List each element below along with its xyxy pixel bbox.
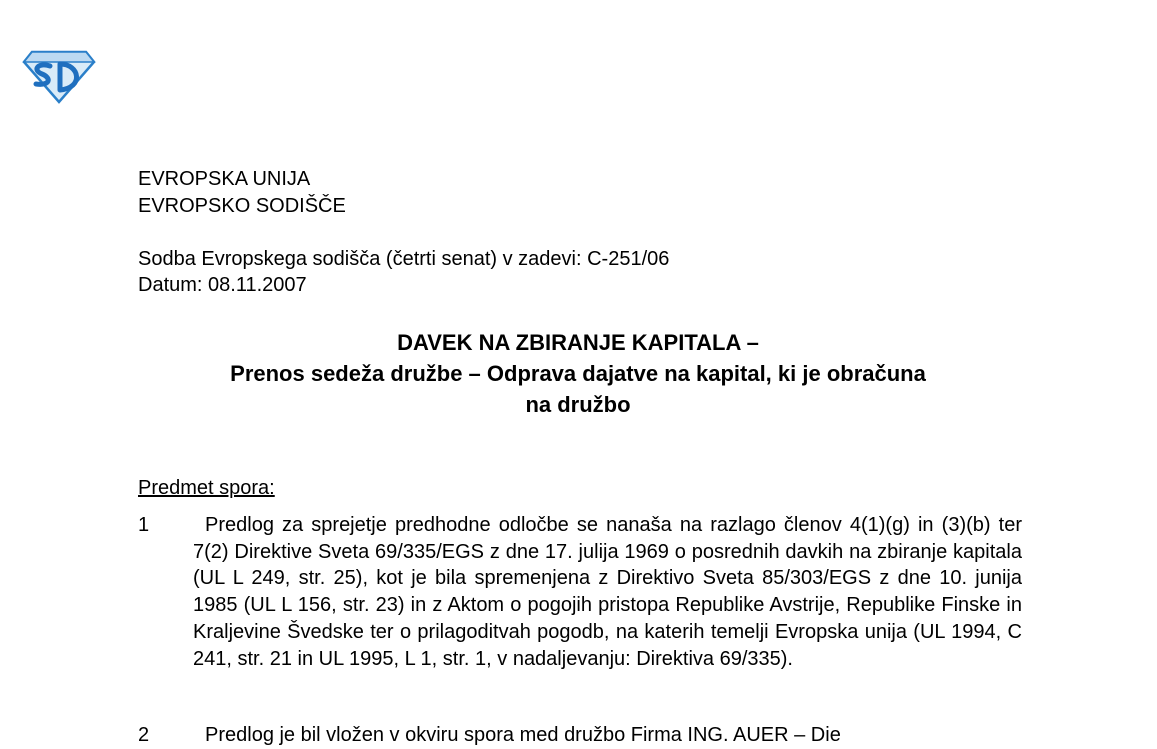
paragraph-number: 1 <box>138 514 150 536</box>
title-line-2: Prenos sedeža družbe – Odprava dajatve na kapital, ki je obračuna <box>230 361 926 386</box>
header-union: EVROPSKA UNIJA <box>138 168 311 190</box>
paragraph-number: 2 <box>138 724 150 746</box>
case-info <box>138 246 669 298</box>
case-reference: Sodba Evropskega sodišča (četrti senat) v zadevi: C-251/06 <box>138 248 670 270</box>
paragraph-text: Predlog je bil vložen v okviru spora med družbo Firma ING. AUER – Die <box>205 724 841 746</box>
paragraph <box>138 722 1022 749</box>
court-header <box>138 166 346 220</box>
case-date: Datum: 08.11.2007 <box>138 274 307 296</box>
document-title <box>138 327 1018 420</box>
paragraph <box>138 512 1022 672</box>
sd-logo-icon <box>22 48 96 104</box>
title-line-3: na družbo <box>525 392 631 417</box>
subject-heading: Predmet spora: <box>138 477 275 499</box>
title-line-1: DAVEK NA ZBIRANJE KAPITALA – <box>397 330 759 355</box>
header-court: EVROPSKO SODIŠČE <box>138 195 346 217</box>
paragraph-text: Predlog za sprejetje predhodne odločbe se nanaša na razlago členov 4(1)(g) in (3)(b) ter 7(2) Direktive Sveta 69/335/EGS z dne 17. julija 1969 o posrednih davkih na zbiranje kapitala (UL L 249, str. 25), kot je bila spremenjena z Direktivo Sveta 85/303/EGS z dne 10. junija 1985 (UL L 156, str. 23) in z Aktom o pogojih pristopa Republike Avstrije, Republike Finske in Kraljevine Švedske ter o prilagoditvah pogodb, na katerih temelji Evropska unija (UL 1994, C 241, str. 21 in UL 1995, L 1, str. 1, v nadaljevanju: Direktiva 69/335). <box>193 514 1022 670</box>
